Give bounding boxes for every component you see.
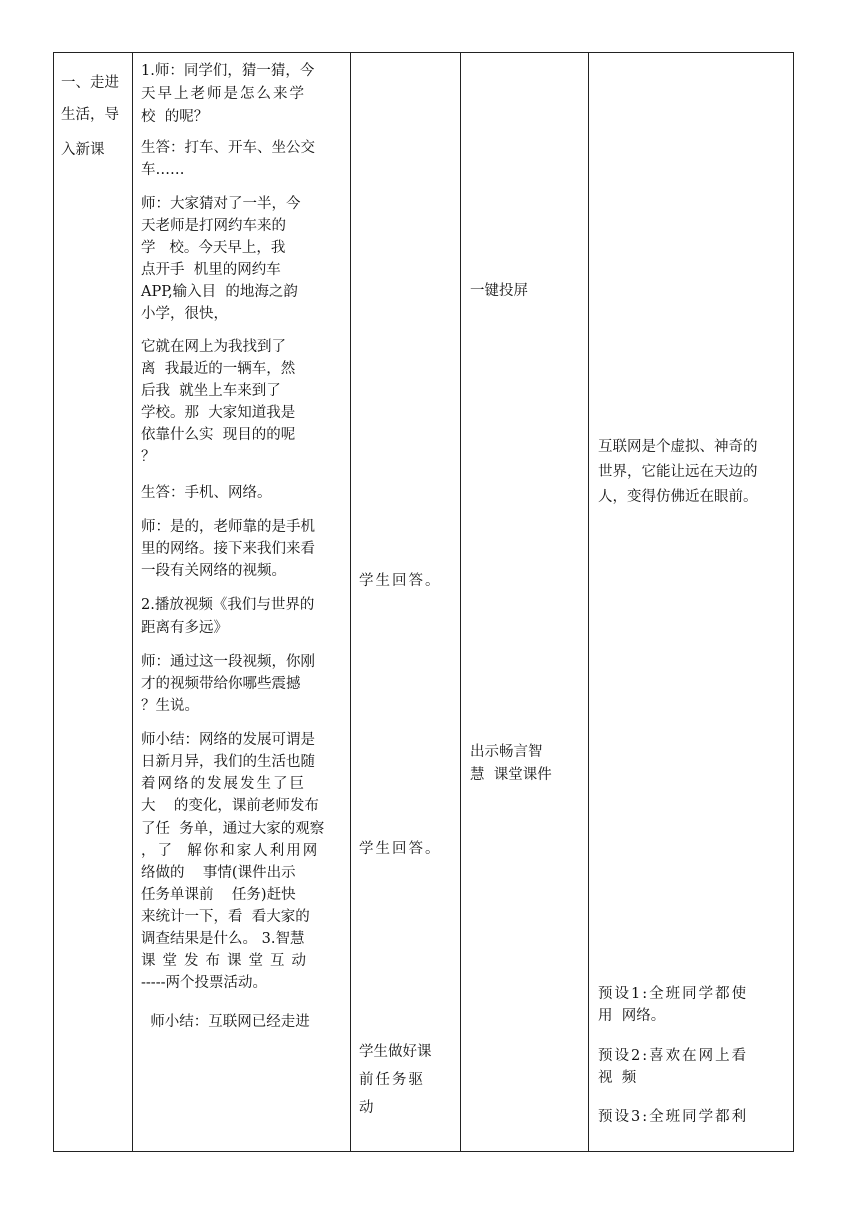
- activity-line: 里的网络。接下来我们来看: [141, 541, 315, 557]
- intent-line: 视 频: [598, 1070, 637, 1086]
- activity-line: 1.师：同学们，猜一猜，今: [141, 63, 315, 79]
- activity-line: 调查结果是什么。 3.智慧: [141, 931, 305, 947]
- student-response: 动: [359, 1100, 374, 1116]
- activity-line: 课堂发布课堂互动: [141, 953, 313, 969]
- activity-line: 生答：手机、网络。: [141, 485, 272, 501]
- media-note: 慧 课堂课件: [470, 767, 552, 783]
- activity-line: 师：是的，老师靠的是手机: [141, 519, 315, 535]
- lesson-plan-table: [53, 52, 794, 1152]
- activity-line: ？: [141, 449, 156, 465]
- intent-line: 互联网是个虚拟、神奇的: [598, 439, 758, 455]
- activity-line: ，了 解你和家人利用网: [141, 843, 320, 859]
- section-heading-line: 入新课: [61, 142, 105, 158]
- student-response: 学生回答。: [359, 841, 442, 857]
- media-note: 一键投屏: [470, 283, 528, 299]
- student-response: 学生回答。: [359, 573, 442, 589]
- activity-line: 来统计一下，看 看大家的: [141, 909, 310, 925]
- intent-line: 预设1:全班同学都使: [598, 986, 749, 1002]
- section-heading-line: 一、走进: [61, 75, 119, 91]
- activity-line: 了任 务单，通过大家的观察: [141, 821, 325, 837]
- section-heading-cell: [54, 53, 132, 1151]
- activity-line: 校 的呢？: [141, 109, 209, 125]
- intent-line: 世界，它能让远在天边的: [598, 464, 758, 480]
- section-heading-line: 生活，导: [61, 107, 119, 123]
- activity-line: 后我 就坐上车来到了: [141, 383, 281, 399]
- activity-line: 师：大家猜对了一半，今: [141, 196, 301, 212]
- intent-line: 用 网络。: [598, 1008, 666, 1024]
- activity-line: 小学，很快，: [141, 306, 228, 322]
- teacher-activity-cell: [133, 53, 350, 1151]
- design-intent-cell: [589, 53, 793, 1151]
- activity-line: 师：通过这一段视频，你刚: [141, 654, 315, 670]
- activity-line: 一段有关网络的视频。: [141, 563, 286, 579]
- activity-line: 它就在网上为我找到了: [141, 339, 286, 355]
- activity-line: 师小结：网络的发展可谓是: [141, 732, 315, 748]
- student-response: 前任务驱: [359, 1072, 425, 1088]
- activity-line: 着网络的发展发生了巨: [141, 776, 306, 792]
- activity-line: 车……: [141, 162, 185, 178]
- student-activity-cell: [351, 53, 460, 1151]
- activity-line: 络做的 事情(课件出示: [141, 865, 296, 881]
- activity-line: 点开手 机里的网约车: [141, 262, 281, 278]
- activity-line: 依靠什么实 现目的的呢: [141, 427, 296, 443]
- activity-line: 生答：打车、开车、坐公交: [141, 140, 315, 156]
- activity-line: 2.播放视频《我们与世界的: [141, 597, 315, 613]
- student-response: 学生做好课: [359, 1044, 432, 1060]
- activity-line: 大 的变化，课前老师发布: [141, 798, 319, 814]
- intent-line: 预设2:喜欢在网上看: [598, 1048, 749, 1064]
- activity-line: 任务单课前 任务)赶快: [141, 887, 296, 903]
- activity-line: APP,输入目 的地海之韵: [141, 284, 298, 300]
- activity-line: 距离有多远》: [141, 620, 228, 636]
- intent-line: 人，变得仿佛近在眼前。: [598, 489, 758, 505]
- activity-line: 学校。那 大家知道我是: [141, 405, 296, 421]
- activity-line: 师小结：互联网已经走进: [141, 1014, 310, 1030]
- activity-line: 学 校。今天早上，我: [141, 240, 286, 256]
- activity-line: ？生说。: [141, 698, 199, 714]
- activity-line: 天老师是打网约车来的: [141, 218, 286, 234]
- activity-line: 离 我最近的一辆车，然: [141, 361, 296, 377]
- activity-line: 才的视频带给你哪些震撼: [141, 676, 301, 692]
- intent-line: 预设3:全班同学都利: [598, 1109, 749, 1125]
- activity-line: -----两个投票活动。: [141, 975, 267, 991]
- activity-line: 天早上老师是怎么来学: [141, 86, 306, 102]
- media-cell: [461, 53, 588, 1151]
- activity-line: 日新月异，我们的生活也随: [141, 754, 315, 770]
- media-note: 出示畅言智: [470, 744, 543, 760]
